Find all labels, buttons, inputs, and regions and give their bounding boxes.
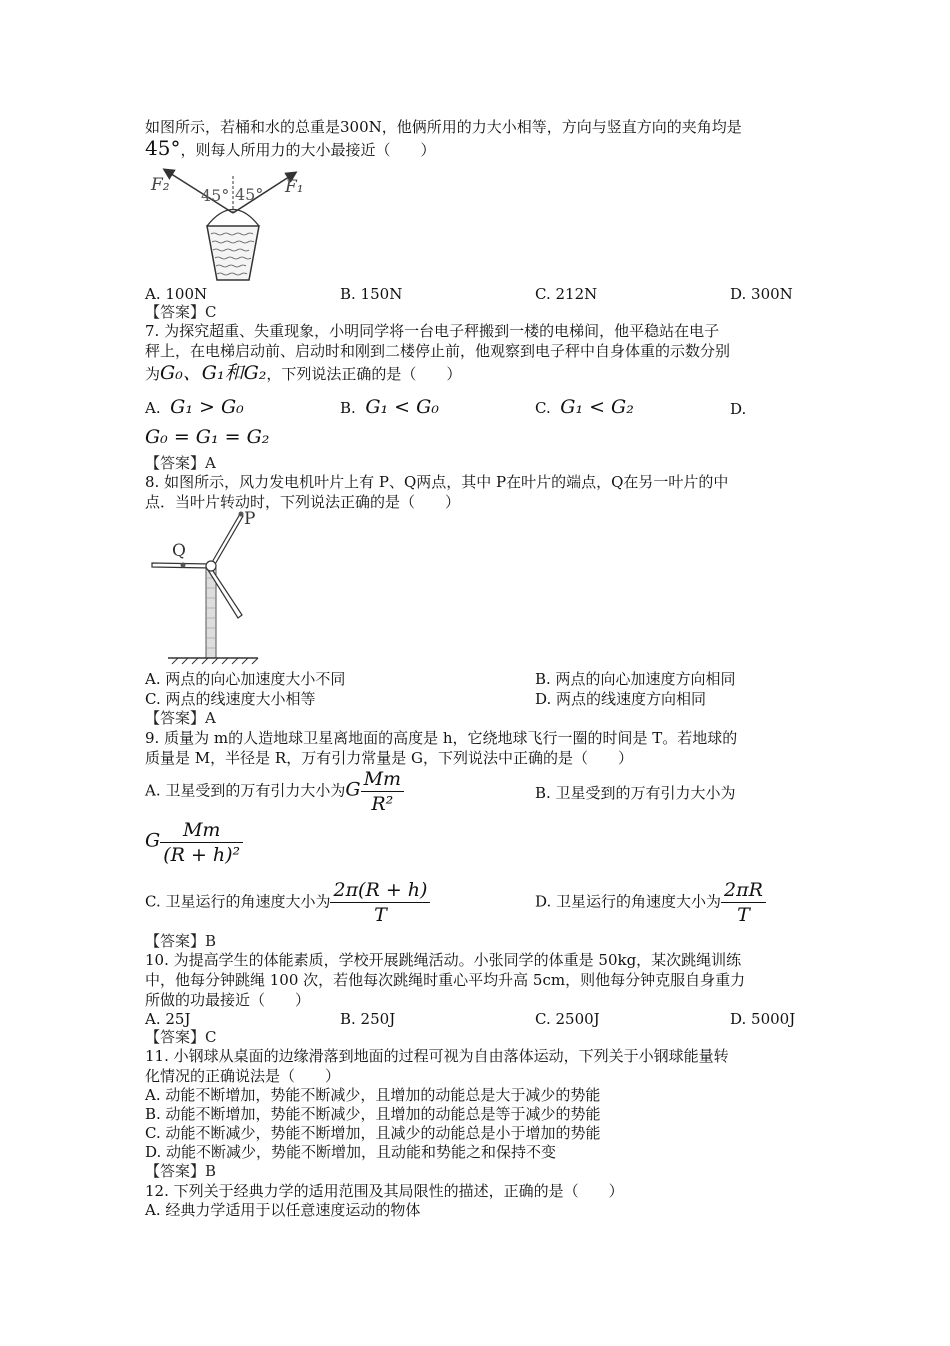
q9-option-c [145, 878, 430, 927]
q6-f1-label: F₁ [285, 177, 304, 197]
q8-answer-value: A [205, 709, 216, 727]
q9-answer [145, 932, 216, 950]
q9-option-b: B. 卫星受到的万有引力大小为 [535, 784, 736, 802]
q7-stem-line2: 秤上，在电梯启动前、启动时和刚到二楼停止前，他观察到电子秤中自身体重的示数分别 [145, 342, 731, 360]
q6-answer-label: 【答案】 [145, 303, 206, 321]
q9-answer-value: B [205, 932, 217, 950]
q6-stem-line2 [145, 136, 436, 160]
q10-stem-line2: 中，他每分钟跳绳 100 次，若他每次跳绳时重心平均升高 5cm，则他每分钟克服自身重力 [145, 971, 746, 989]
q11-answer [145, 1162, 216, 1180]
q9-option-b-numerator: Mm [160, 818, 243, 843]
q8-option-d: D. 两点的线速度方向相同 [535, 690, 707, 708]
q9-option-a-denominator: R² [371, 793, 394, 815]
q10-option-c: C. 2500J [535, 1010, 600, 1028]
q8-p-label: P [244, 509, 256, 529]
q7-option-c-math: G₁ < G₂ [560, 396, 634, 418]
q6-bucket-figure [145, 168, 315, 288]
q7-option-b [340, 398, 439, 417]
q9-option-d-text: D. 卫星运行的角速度大小为 [535, 892, 722, 911]
q10-option-a: A. 25J [145, 1010, 191, 1028]
q9-option-d [535, 878, 766, 927]
q9-option-d-fraction [721, 878, 766, 927]
q9-option-b-denominator: (R + h)² [163, 844, 241, 866]
q7-answer-label: 【答案】 [145, 454, 206, 472]
q9-option-b-fraction [160, 818, 243, 867]
q7-option-b-math: G₁ < G₀ [365, 396, 439, 418]
q6-stem-line1: 如图所示，若桶和水的总重是300N，他俩所用的力大小相等，方向与竖直方向的夹角均是 [145, 118, 742, 136]
q11-stem-line1: 11. 小钢球从桌面的边缘滑落到地面的过程可视为自由落体运动，下列关于小钢球能量转 [145, 1047, 729, 1065]
q11-option-c: C. 动能不断减少，势能不断增加，且减少的动能总是小于增加的势能 [145, 1124, 601, 1142]
q6-angle-left-label: 45° [201, 186, 230, 205]
q7-stem-line3-post: ，下列说法正确的是（ ） [266, 365, 462, 383]
q6-option-d: D. 300N [730, 285, 793, 303]
q9-answer-label: 【答案】 [145, 932, 206, 950]
q7-answer-value: A [205, 454, 216, 472]
q8-answer [145, 709, 216, 727]
q10-stem-line3: 所做的功最接近（ ） [145, 991, 311, 1009]
q9-option-d-numerator: 2πR [721, 878, 766, 903]
q9-option-a-fraction [361, 767, 404, 816]
q8-q-label: Q [172, 541, 186, 561]
q11-answer-label: 【答案】 [145, 1162, 206, 1180]
q10-answer [145, 1028, 217, 1046]
q6-option-c: C. 212N [535, 285, 598, 303]
q7-option-b-letter: B. [340, 399, 356, 417]
q6-stem-line2-text: ，则每人所用力的大小最接近（ ） [180, 141, 436, 159]
q7-option-d-letter: D. [730, 400, 747, 418]
q8-option-c: C. 两点的线速度大小相等 [145, 690, 316, 708]
q9-stem-line1: 9. 质量为 m的人造地球卫星离地面的高度是 h，它绕地球飞行一圈的时间是 T。若地球的 [145, 729, 738, 747]
q9-option-b-g: G [145, 829, 161, 852]
q7-option-a [145, 398, 244, 417]
q9-option-c-numerator: 2π(R + h) [330, 878, 430, 903]
q6-angle-right-label: 45° [235, 185, 264, 204]
q11-option-b: B. 动能不断增加，势能不断减少，且增加的动能总是等于减少的势能 [145, 1105, 601, 1123]
q10-stem-line1: 10. 为提高学生的体能素质，学校开展跳绳活动。小张同学的体重是 50kg，某次跳绳训练 [145, 951, 742, 969]
q12-stem-line1: 12. 下列关于经典力学的适用范围及其局限性的描述，正确的是（ ） [145, 1182, 624, 1200]
q6-answer-value: C [205, 303, 217, 321]
q11-answer-value: B [205, 1162, 217, 1180]
q11-option-d: D. 动能不断减少，势能不断增加，且动能和势能之和保持不变 [145, 1143, 557, 1161]
q6-f2-label: F₂ [151, 175, 170, 195]
q10-option-d: D. 5000J [730, 1010, 796, 1028]
q9-option-a-text: A. 卫星受到的万有引力大小为 [145, 781, 346, 800]
q9-option-c-fraction [330, 878, 430, 927]
q6-answer [145, 303, 217, 321]
q7-stem-line3-pre: 为 [145, 365, 161, 383]
q11-option-a: A. 动能不断增加，势能不断减少，且增加的动能总是大于减少的势能 [145, 1086, 601, 1104]
q7-option-a-letter: A. [145, 399, 161, 417]
q7-stem-line3 [145, 364, 461, 383]
q9-option-c-text: C. 卫星运行的角速度大小为 [145, 892, 331, 911]
q6-option-b: B. 150N [340, 285, 403, 303]
q6-option-a: A. 100N [145, 285, 208, 303]
q9-option-a-g: G [345, 778, 361, 801]
q7-option-a-math: G₁ > G₀ [170, 396, 244, 418]
q8-stem-line1: 8. 如图所示，风力发电机叶片上有 P、Q两点，其中 P在叶片的端点，Q在另一叶片的中 [145, 473, 729, 491]
q7-option-c [535, 398, 634, 417]
q9-option-c-denominator: T [374, 904, 387, 926]
q9-option-b-formula [145, 818, 243, 867]
q10-option-b: B. 250J [340, 1010, 396, 1028]
q10-answer-value: C [205, 1028, 217, 1046]
q8-wind-turbine-figure [148, 508, 268, 668]
q9-option-a-numerator: Mm [361, 767, 404, 792]
q7-option-c-letter: C. [535, 399, 551, 417]
q7-answer [145, 454, 216, 472]
q10-answer-label: 【答案】 [145, 1028, 206, 1046]
q9-stem-line2: 质量是 M，半径是 R，万有引力常量是 G，下列说法中正确的是（ ） [145, 749, 633, 767]
q8-option-a: A. 两点的向心加速度大小不同 [145, 670, 346, 688]
q11-stem-line2: 化情况的正确说法是（ ） [145, 1067, 341, 1085]
q7-option-d-math: G₀ = G₁ = G₂ [145, 426, 270, 448]
q7-stem-line1: 7. 为探究超重、失重现象，小明同学将一台电子秤搬到一楼的电梯间，他平稳站在电子 [145, 322, 720, 340]
q8-option-b: B. 两点的向心加速度方向相同 [535, 670, 736, 688]
q9-option-a [145, 767, 404, 816]
q7-stem-g-values: G₀、G₁和G₂ [160, 362, 267, 384]
q12-option-a: A. 经典力学适用于以任意速度运动的物体 [145, 1201, 421, 1219]
q6-angle: 45° [145, 136, 181, 160]
q8-answer-label: 【答案】 [145, 709, 206, 727]
q8-stem-line2: 点．当叶片转动时，下列说法正确的是（ ） [145, 493, 461, 511]
q9-option-d-denominator: T [737, 904, 750, 926]
